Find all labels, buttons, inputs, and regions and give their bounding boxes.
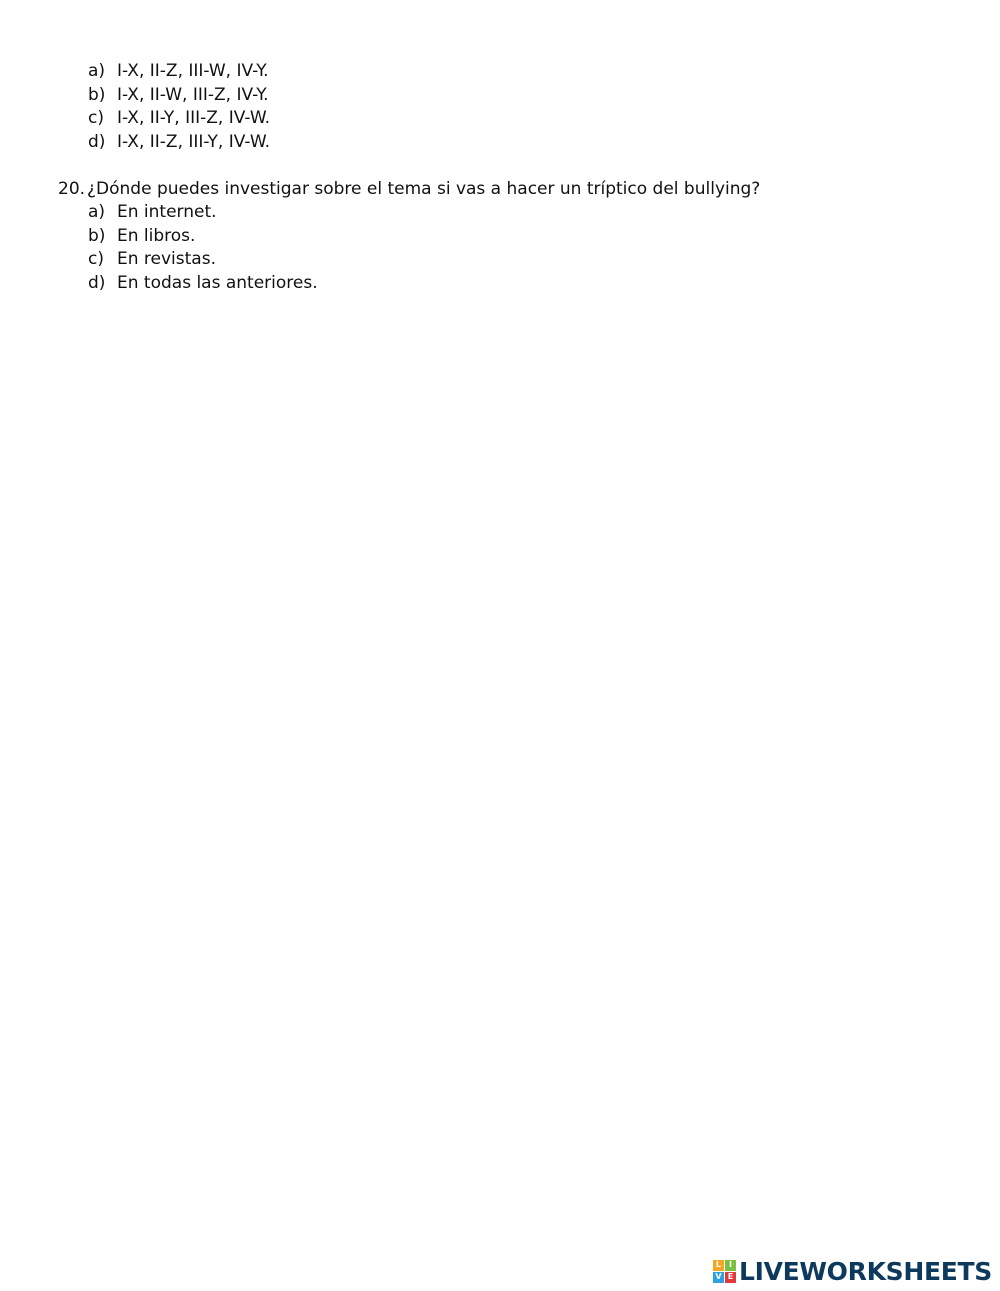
option-letter: d) xyxy=(88,131,106,152)
answer-option xyxy=(88,248,318,272)
answer-option xyxy=(88,272,318,296)
option-text: I-X, II-W, III-Z, IV-Y. xyxy=(117,84,269,105)
option-text: En revistas. xyxy=(117,249,216,269)
live-blocks-icon xyxy=(713,1260,736,1283)
answer-option xyxy=(88,84,270,108)
answer-option xyxy=(88,201,318,225)
option-text: I-X, II-Z, III-W, IV-Y. xyxy=(117,61,269,81)
brand-mark-block: E xyxy=(725,1272,736,1283)
question-19-options xyxy=(88,60,270,154)
question-20 xyxy=(58,177,760,201)
option-letter: d) xyxy=(88,272,106,293)
option-text: En libros. xyxy=(117,225,196,246)
question-20-options xyxy=(88,201,318,295)
question-number: 20. xyxy=(58,179,86,199)
option-letter: a) xyxy=(88,202,106,222)
answer-option xyxy=(88,131,270,155)
brand-mark-block: V xyxy=(713,1272,724,1283)
option-letter: a) xyxy=(88,61,106,81)
brand-name: LIVEWORKSHEETS xyxy=(738,1256,992,1286)
option-text: En todas las anteriores. xyxy=(117,272,318,293)
answer-option xyxy=(88,225,318,249)
option-letter: c) xyxy=(88,249,104,269)
question-text: ¿Dónde puedes investigar sobre el tema si vas a hacer un tríptico del bullying? xyxy=(87,179,761,199)
option-letter: b) xyxy=(88,225,106,246)
option-text: I-X, II-Z, III-Y, IV-W. xyxy=(117,131,271,152)
option-text: En internet. xyxy=(117,202,217,222)
option-letter: c) xyxy=(88,108,104,128)
liveworksheets-logo xyxy=(713,1256,992,1286)
option-text: I-X, II-Y, III-Z, IV-W. xyxy=(117,108,271,128)
brand-mark-block: L xyxy=(713,1260,724,1271)
option-letter: b) xyxy=(88,84,106,105)
answer-option xyxy=(88,60,270,84)
answer-option xyxy=(88,107,270,131)
brand-mark-block: I xyxy=(725,1260,736,1271)
